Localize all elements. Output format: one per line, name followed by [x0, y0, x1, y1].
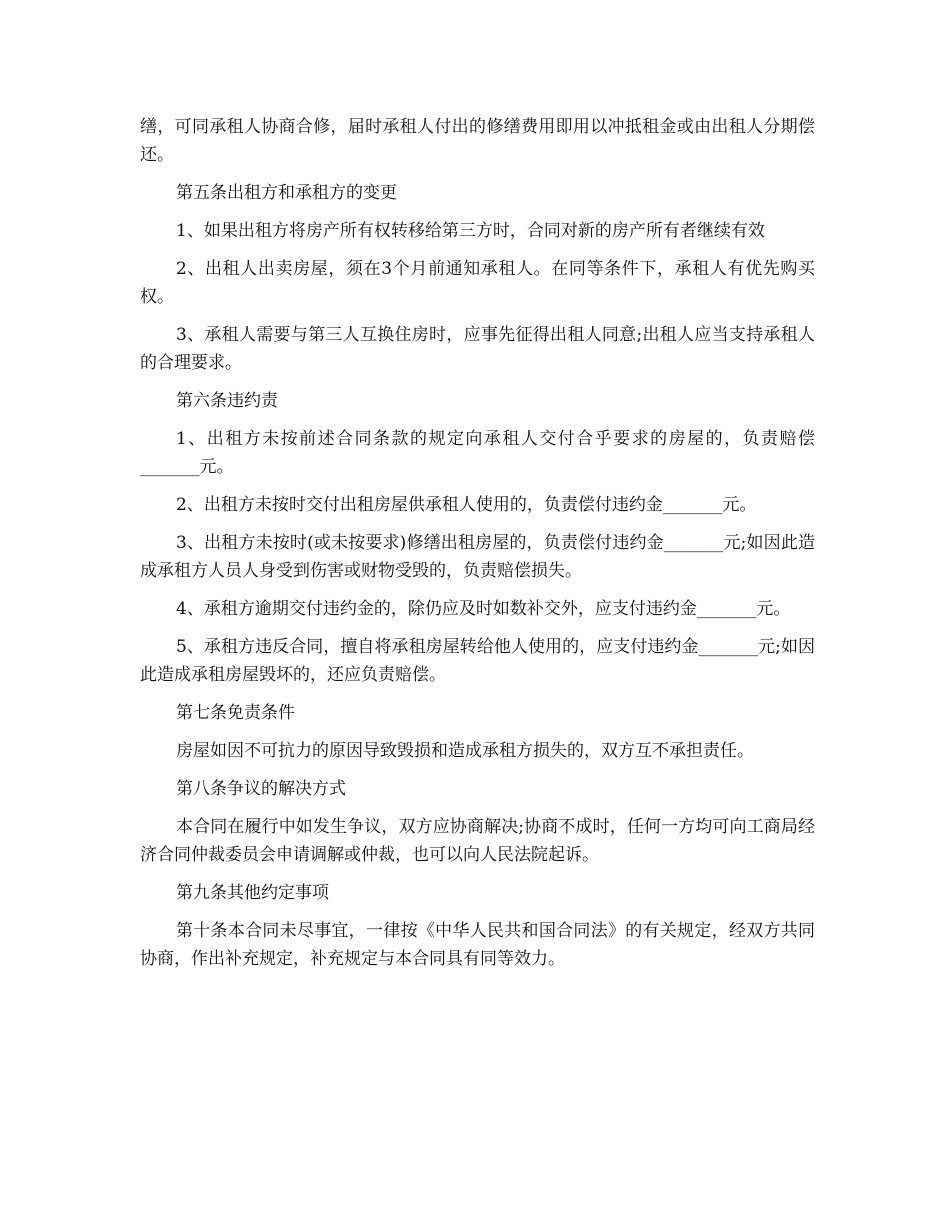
article-5-clause-3: 3、承租人需要与第三人互换住房时，应事先征得出租人同意;出租人应当支持承租人的合理要求。: [140, 325, 815, 373]
paragraph-continuation: 缮，可同承租人协商合修，届时承租人付出的修缮费用即用以冲抵租金或由出租人分期偿还。: [140, 117, 815, 165]
article-6-clause-2: 2、出租方未按时交付出租房屋供承租人使用的，负责偿付违约金_______元。: [176, 495, 757, 515]
document-page: [140, 113, 815, 983]
article-6-clause-3: 3、出租方未按时(或未按要求)修缮出租房屋的，负责偿付违约金_______元;如因此造成承租方人员人身受到伤害或财物受毁的，负责赔偿损失。: [140, 533, 815, 581]
article-10-body: 第十条本合同未尽事宜，一律按《中华人民共和国合同法》的有关规定，经双方共同协商，作出补充规定，补充规定与本合同具有同等效力。: [140, 921, 815, 969]
article-6-clause-1: 1、出租方未按前述合同条款的规定向承租人交付合乎要求的房屋的，负责赔偿_______元。: [140, 429, 815, 477]
article-6-clause-4: 4、承租方逾期交付违约金的，除仍应及时如数补交外，应支付违约金_______元。: [176, 599, 791, 619]
article-7-heading: 第七条免责条件: [176, 703, 295, 723]
article-6-clause-5: 5、承租方违反合同，擅自将承租房屋转给他人使用的，应支付违约金_______元;如因此造成承租房屋毁坏的，还应负责赔偿。: [140, 637, 815, 685]
article-5-heading: 第五条出租方和承租方的变更: [176, 183, 397, 203]
article-9-heading: 第九条其他约定事项: [176, 883, 329, 903]
article-8-heading: 第八条争议的解决方式: [176, 779, 346, 799]
article-6-heading: 第六条违约责: [176, 391, 278, 411]
article-5-clause-1: 1、如果出租方将房产所有权转移给第三方时，合同对新的房产所有者继续有效: [176, 221, 765, 241]
article-7-body: 房屋如因不可抗力的原因导致毁损和造成承租方损失的，双方互不承担责任。: [176, 741, 754, 761]
article-8-body: 本合同在履行中如发生争议，双方应协商解决;协商不成时，任何一方均可向工商局经济合同仲裁委员会申请调解或仲裁，也可以向人民法院起诉。: [140, 817, 815, 865]
article-5-clause-2: 2、出租人出卖房屋，须在3个月前通知承租人。在同等条件下，承租人有优先购买权。: [140, 259, 815, 307]
